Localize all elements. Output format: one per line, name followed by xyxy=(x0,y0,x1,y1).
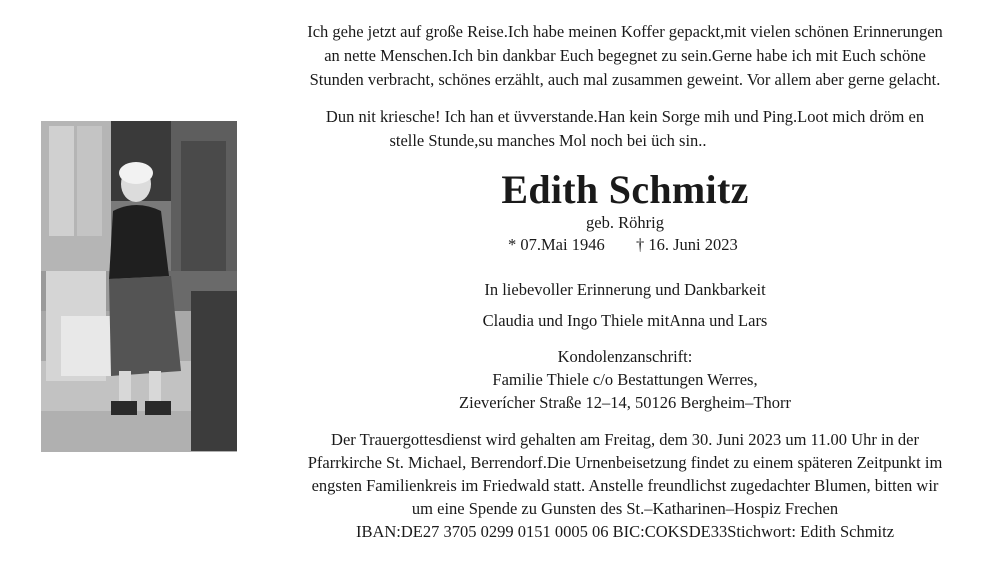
service-line-2: Pfarrkirche St. Michael, Berrendorf.Die Urnenbeisetzung findet zu einem späteren Zeitpunkt im xyxy=(307,453,943,472)
birth-date: * 07.Mai 1946 xyxy=(508,235,605,254)
condolence-heading: Kondolenzanschrift: xyxy=(557,347,693,366)
deceased-name: Edith Schmitz xyxy=(501,167,749,212)
service-line-4: um eine Spende zu Gunsten des St.–Katharinen–Hospiz Frechen xyxy=(411,499,839,518)
dialect-line-2: stelle Stunde,su manches Mol noch bei üch sin.. xyxy=(389,131,707,150)
mourner-names: Claudia und Ingo Thiele mitAnna und Lars xyxy=(482,311,768,330)
condolence-address-1: Familie Thiele c/o Bestattungen Werres, xyxy=(492,370,758,389)
dialect-line-1: Dun nit kriesche! Ich han et üvverstande.Han kein Sorge mih und Ping.Loot mich dröm en xyxy=(325,107,925,126)
poem-line-3: Stunden verbracht, schönes erzählt, auch mal zusammen geweint. Vor allem aber gerne gelacht. xyxy=(309,70,941,89)
service-line-3: engsten Familienkreis im Friedwald statt. Anstelle freundlichst zugedachter Blumen, bitten wir xyxy=(311,476,939,495)
deceased-photo xyxy=(41,121,237,452)
donation-bank-details: IBAN:DE27 3705 0299 0151 0005 06 BIC:COKSDE33Stichwort: Edith Schmitz xyxy=(355,522,895,541)
remembrance-line: In liebevoller Erinnerung und Dankbarkeit xyxy=(484,280,766,299)
poem-line-1: Ich gehe jetzt auf große Reise.Ich habe meinen Koffer gepackt,mit vielen schönen Erinnerungen xyxy=(307,22,943,41)
service-line-1: Der Trauergottesdienst wird gehalten am Freitag, dem 30. Juni 2023 um 11.00 Uhr in der xyxy=(331,430,919,449)
death-date: † 16. Juni 2023 xyxy=(636,235,738,254)
maiden-name: geb. Röhrig xyxy=(586,213,664,232)
poem-line-2: an nette Menschen.Ich bin dankbar Euch begegnet zu sein.Gerne habe ich mit Euch schöne xyxy=(324,46,926,65)
condolence-address-2: Zieverícher Straße 12–14, 50126 Bergheim–Thorr xyxy=(459,393,791,412)
